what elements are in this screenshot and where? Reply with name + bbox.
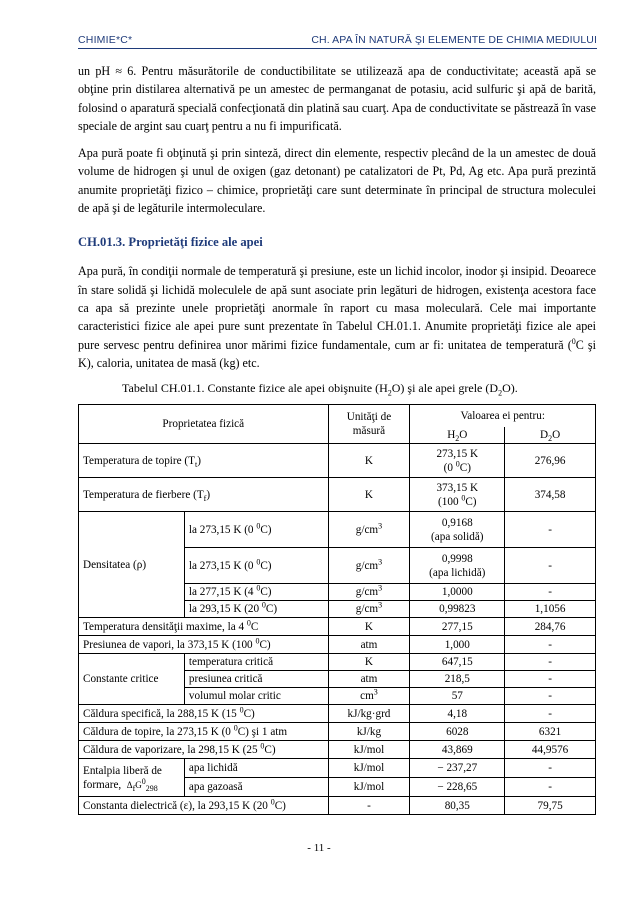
table-row: la 293,15 K (20 $^0$C) $g/cm^3$ 0,99823 1,1056 [79,601,596,618]
section-heading: CH.01.3. Proprietăţi fizice ale apei [78,235,263,250]
paragraph-1: un pH ≈ 6. Pentru măsurătorile de conductibilitate se utilizează apa de conductivitate; această apă se obţine prin distilarea alternativă pe un amestec de permanganat de potasiu, acid sulfuric şi apă de barită, folosind o aparatură specială confecţionată din platină sau cuarţ. Apa de conductivitate se păstrează în vase speciale de argint sau cuarţ pentru a nu fi impurificată. [78,64,596,133]
constants-table [78,404,596,815]
table-row: presiunea critică atm 218,5 - [79,671,596,688]
table-row: Temperatura densităţii maxime, la 4 $^0$C K 277,15 284,76 [79,618,596,636]
table-row: la 273,15 K (0 $^0$C) $g/cm^3$ 0,9998 (apa lichidă) - [79,548,596,584]
page-number: - 11 - [307,842,331,854]
table-row: Constanta dielectrică (ε), la 293,15 K (20 $^0$C) - 80,35 79,75 [79,797,596,815]
paragraph-3: Apa pură, în condiţii normale de temperatură şi presiune, este un lichid incolor, inodor şi insipid. Deoarece în stare solidă şi lichidă moleculele de apă sunt asociate prin legături de hidrogen, existenţa acestora face ca apa să prezinte unele proprietăţi anormale în raport cu masa moleculară. Cele mai importante caracteristici fizice ale apei pure sunt prezentate în Tabelul CH.01.1. Anumite proprietăţi fizice ale apei pure servesc pentru definirea unor mărimi fizice fundamentale, cum ar fi: unitatea de temperatură ($^0$C şi K), caloria, unitatea de masă (kg) etc. [78,264,596,370]
page-body [78,62,596,815]
table-row: Temperatura de fierbere $(T_f)$ K 373,15 K (100 $^0$C) 374,58 [79,478,596,512]
page-header [78,34,597,49]
header-left: CHIMIE*C* [78,34,133,46]
header-right: CH. APA ÎN NATURĂ ŞI ELEMENTE DE CHIMIA MEDIULUI [311,34,597,46]
table-row: la 277,15 K (4 $^0$C) $g/cm^3$ 1,0000 - [79,584,596,601]
paragraph-2: Apa pură poate fi obţinută şi prin sinteză, direct din elemente, respectiv plecând de la un amestec de două volume de hidrogen şi unul de oxigen (gaz detonant) pe catalizatori de Pt, Pd, Ag etc. Apa pură prezintă anumite proprietăţi fizico – chimice, proprietăţi care sunt determinate în principal de structura moleculei de apă şi de legăturile intermoleculare. [78,146,596,216]
table-row: Căldura specifică, la 288,15 K (15 $^0$C) kJ/kg·grd 4,18 - [79,705,596,723]
table-caption: Tabelul CH.01.1. Constante fizice ale apei obişnuite $(H_2O)$ şi ale apei grele $(D_2O)$. [122,381,518,398]
table-header-d2o: $D_2O$ [505,427,596,444]
table-row: Densitatea (ρ) la 273,15 K (0 $^0$C) $g/cm^3$ 0,9168 (apa solidă) - [79,512,596,548]
table-row: Temperatura de topire $(T_t)$ K 273,15 K (0 $^0$C) 276,96 [79,444,596,478]
table-row: Entalpia liberă de formare, $\Delta_fG^0_{298}$ apa lichidă kJ/mol − 237,27 - [79,759,596,778]
table-header-unit: Unităţi de măsură [328,405,410,444]
table-row: Constante critice temperatura critică K 647,15 - [79,654,596,671]
table-row: Presiunea de vapori, la 373,15 K (100 $^0$C) atm 1,000 - [79,636,596,654]
enthalpy-label: Entalpia liberă de formare, $\Delta_fG^0_{298}$ [79,759,185,797]
table-row: volumul molar critic $cm^3$ 57 - [79,688,596,705]
table-header-h2o: $H_2O$ [410,427,505,444]
table-row: Căldura de topire, la 273,15 K (0 $^0$C) şi 1 atm kJ/kg 6028 6321 [79,723,596,741]
table-header-value: Valoarea ei pentru: [410,405,596,427]
density-label: Densitatea (ρ) [79,512,185,618]
table-row: Căldura de vaporizare, la 298,15 K (25 $^0$C) kJ/mol 43,869 44,9576 [79,741,596,759]
critical-label: Constante critice [79,654,185,705]
table-header-property: Proprietatea fizică [79,405,329,444]
table-row: apa gazoasă kJ/mol − 228,65 - [79,778,596,797]
